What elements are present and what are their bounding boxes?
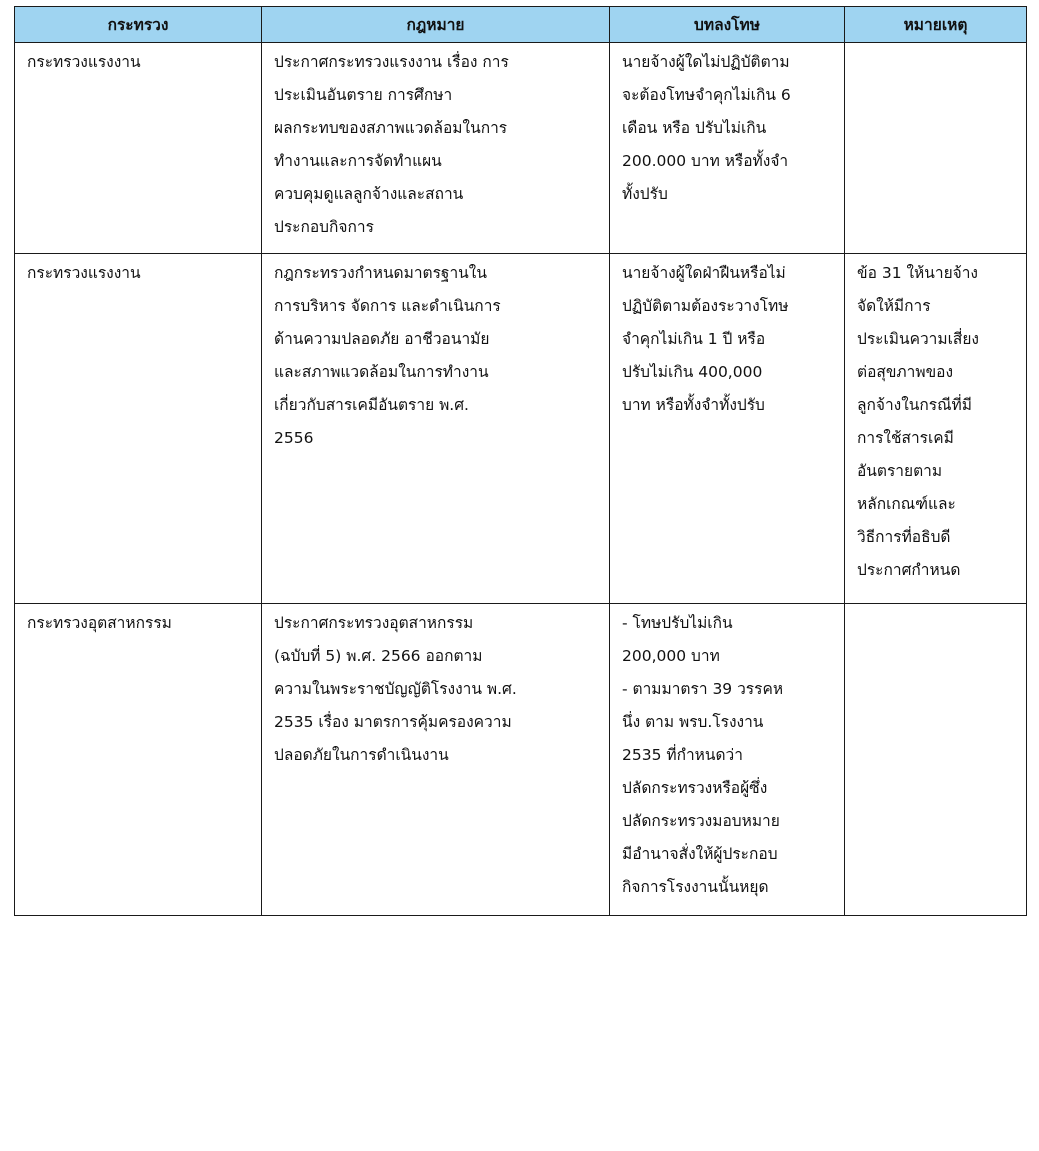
penalty-line: มีอำนาจสั่งให้ผู้ประกอบ [622,845,778,863]
remark-line: ประเมินความเสี่ยง [857,330,980,348]
law-line: (ฉบับที่ 5) พ.ศ. 2566 ออกตาม [274,647,483,665]
penalty-line: ปรับไม่เกิน 400,000 [622,363,763,381]
law-line: การบริหาร จัดการ และดำเนินการ [274,297,501,315]
penalty-line: ปลัดกระทรวงหรือผู้ซึ่ง [622,779,768,797]
cell-ministry [15,43,262,254]
table-row [15,254,1027,604]
law-line: เกี่ยวกับสารเคมีอันตราย พ.ศ. [274,396,469,414]
law-line: 2535 เรื่อง มาตรการคุ้มครองความ [274,713,512,731]
law-line: ประกอบกิจการ [274,218,374,236]
penalty-line: ปลัดกระทรวงมอบหมาย [622,812,780,830]
ministry-text: กระทรวงอุตสาหกรรม [27,614,172,632]
remark-line: การใช้สารเคมี [857,429,954,447]
remark-line: ลูกจ้างในกรณีที่มี [857,396,972,414]
law-line: และสภาพแวดล้อมในการทำงาน [274,363,489,381]
law-table [14,6,1027,916]
penalty-line: ทั้งปรับ [622,185,668,203]
remark-line: จัดให้มีการ [857,297,931,315]
cell-ministry [15,254,262,604]
law-line: ประเมินอันตราย การศึกษา [274,86,453,104]
law-line: 2556 [274,429,314,447]
penalty-line: กิจการโรงงานนั้นหยุด [622,878,769,896]
penalty-line: เดือน หรือ ปรับไม่เกิน [622,119,767,137]
remark-line: ประกาศกำหนด [857,561,961,579]
header-law: กฎหมาย [262,7,610,43]
law-line: ผลกระทบของสภาพแวดล้อมในการ [274,119,508,137]
penalty-line: 2535 ที่กำหนดว่า [622,746,743,764]
law-line: ทำงานและการจัดทำแผน [274,152,442,170]
cell-remark [845,43,1027,254]
law-line: ปลอดภัยในการดำเนินงาน [274,746,449,764]
cell-remark [845,254,1027,604]
header-row [15,7,1027,43]
cell-law [262,43,610,254]
cell-penalty [610,43,845,254]
penalty-line: 200.000 บาท หรือทั้งจำ [622,152,789,170]
penalty-line: นายจ้างผู้ใดฝ่าฝืนหรือไม่ [622,264,786,282]
penalty-line: จำคุกไม่เกิน 1 ปี หรือ [622,330,766,348]
penalty-line: นึ่ง ตาม พรบ.โรงงาน [622,713,764,731]
penalty-line: ปฏิบัติตามต้องระวางโทษ [622,297,789,315]
penalty-line: จะต้องโทษจำคุกไม่เกิน 6 [622,86,791,104]
cell-penalty [610,254,845,604]
penalty-line: 200,000 บาท [622,647,720,665]
header-penalty: บทลงโทษ [610,7,845,43]
law-line: ควบคุมดูแลลูกจ้างและสถาน [274,185,464,203]
law-line: ประกาศกระทรวงอุตสาหกรรม [274,614,474,632]
cell-law [262,604,610,916]
law-line: ด้านความปลอดภัย อาชีวอนามัย [274,330,490,348]
remark-line: หลักเกณฑ์และ [857,495,956,513]
remark-line: วิธีการที่อธิบดี [857,528,951,546]
law-line: กฎกระทรวงกำหนดมาตรฐานใน [274,264,487,282]
ministry-text: กระทรวงแรงงาน [27,53,141,71]
remark-line: ต่อสุขภาพของ [857,363,954,381]
law-line: ประกาศกระทรวงแรงงาน เรื่อง การ [274,53,509,71]
remark-line: ข้อ 31 ให้นายจ้าง [857,264,979,282]
penalty-line: - ตามมาตรา 39 วรรคห [622,680,784,698]
penalty-line: บาท หรือทั้งจำทั้งปรับ [622,396,765,414]
cell-penalty [610,604,845,916]
penalty-line: นายจ้างผู้ใดไม่ปฏิบัติตาม [622,53,790,71]
cell-remark [845,604,1027,916]
penalty-line: - โทษปรับไม่เกิน [622,614,733,632]
ministry-text: กระทรวงแรงงาน [27,264,141,282]
law-line: ความในพระราชบัญญัติโรงงาน พ.ศ. [274,680,517,698]
header-ministry: กระทรวง [15,7,262,43]
remark-line: อันตรายตาม [857,462,943,480]
cell-law [262,254,610,604]
table-row [15,43,1027,254]
cell-ministry [15,604,262,916]
header-remark: หมายเหตุ [845,7,1027,43]
table-row [15,604,1027,916]
